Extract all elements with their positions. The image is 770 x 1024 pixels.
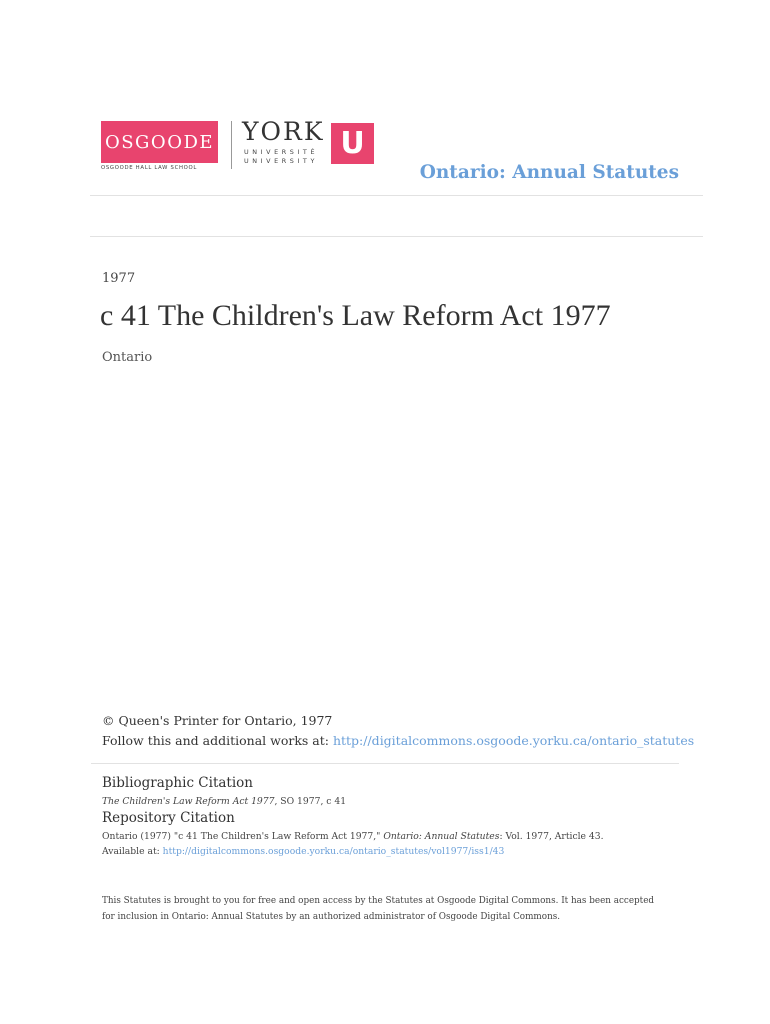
repository-citation-text [102,831,604,842]
series-title-link[interactable]: Ontario: Annual Statutes [419,162,679,183]
york-logo-line-en: UNIVERSITY [244,157,318,165]
available-at-line [102,846,504,857]
document-author: Ontario [102,350,153,365]
citation-divider [91,763,679,764]
osgoode-subtitle: OSGOODE HALL LAW SCHOOL [101,165,198,171]
header-divider-2 [90,236,703,237]
york-logo-line-fr: UNIVERSITÉ [244,148,319,156]
header-divider-1 [90,195,703,196]
rep-suffix: : Vol. 1977, Article 43. [499,831,604,842]
repository-citation-heading: Repository Citation [102,810,235,826]
rep-prefix: Ontario (1977) "c 41 The Children's Law Reform Act 1977," [102,831,384,842]
osgoode-logo [101,121,218,163]
document-year: 1977 [102,271,136,286]
logo-divider [231,121,232,169]
rep-series-italic: Ontario: Annual Statutes [383,831,500,842]
bib-title-italic: The Children's Law Reform Act 1977 [102,796,275,807]
copyright-line: © Queen's Printer for Ontario, 1977 [102,713,333,728]
york-u-letter: U [340,126,365,161]
osgoode-logo-text: OSGOODE [104,131,215,153]
collection-link[interactable]: http://digitalcommons.osgoode.yorku.ca/ontario_statutes [332,733,695,748]
york-u-logo [331,123,374,164]
bib-rest: , SO 1977, c 41 [274,796,347,807]
available-prefix: Available at: [102,846,163,857]
york-logo-word: YORK [242,117,325,146]
document-title: c 41 The Children's Law Reform Act 1977 [100,299,611,332]
access-notice: This Statutes is brought to you for free and open access by the Statutes at Osgoode Digital Commons. It has been accepted for inclusion in Ontario: Annual Statutes by an authorized administrator of Osgoode Digital Commons. [102,896,655,922]
follow-line [102,733,694,748]
follow-prefix: Follow this and additional works at: [102,733,333,748]
article-link[interactable]: http://digitalcommons.osgoode.yorku.ca/ontario_statutes/vol1977/iss1/43 [162,846,505,857]
bibliographic-citation-heading: Bibliographic Citation [102,775,253,791]
bibliographic-citation-text [102,796,346,807]
